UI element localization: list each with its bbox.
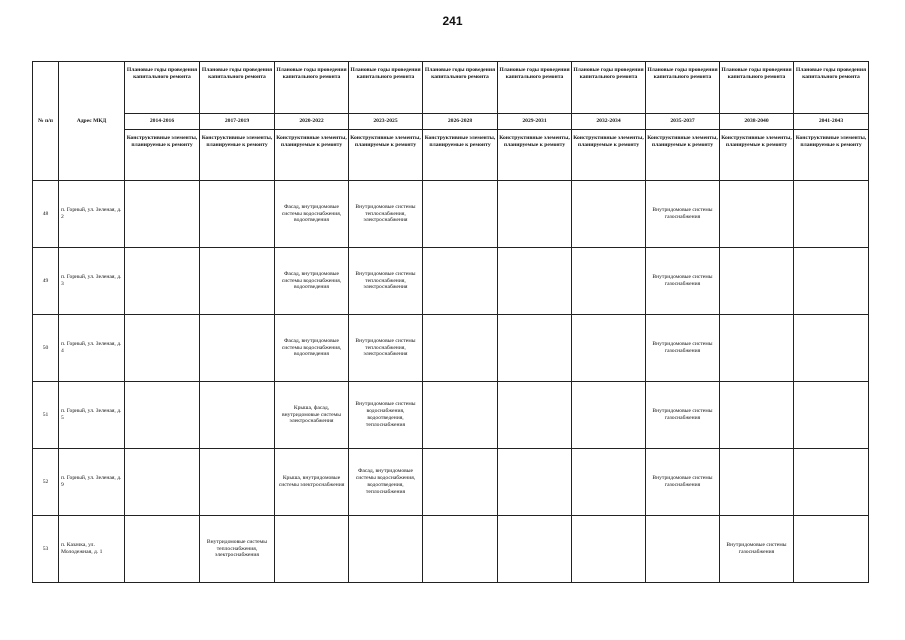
table-row (33, 382, 869, 449)
repair-cell (794, 449, 869, 516)
repair-cell (423, 181, 498, 248)
header-period-label: Плановые годы проведения капитального ремонта (498, 62, 572, 114)
repair-cell (423, 449, 498, 516)
repair-cell (498, 181, 572, 248)
header-year: 2020-2022 (275, 114, 349, 130)
header-row-period (33, 62, 869, 114)
table-row (33, 449, 869, 516)
repair-cell (720, 181, 794, 248)
repair-cell (498, 315, 572, 382)
repair-cell (572, 181, 646, 248)
row-address: п. Горный, ул. Зеленая, д. 4 (59, 315, 125, 382)
header-elements: Конструктивные элементы, планируемые к ремонту (572, 130, 646, 181)
repair-cell (125, 382, 200, 449)
header-year: 2017-2019 (200, 114, 275, 130)
repair-cell (646, 516, 720, 583)
header-period-label: Плановые годы проведения капитального ремонта (423, 62, 498, 114)
repair-cell: Внутридомовые системы газоснабжения (720, 516, 794, 583)
repair-cell: Внутридомовые системы газоснабжения (646, 315, 720, 382)
repair-cell (423, 315, 498, 382)
repair-cell (125, 248, 200, 315)
header-year: 2014-2016 (125, 114, 200, 130)
header-elements: Конструктивные элементы, планируемые к ремонту (349, 130, 423, 181)
header-elements: Конструктивные элементы, планируемые к ремонту (794, 130, 869, 181)
table-row (33, 516, 869, 583)
repair-cell (275, 516, 349, 583)
repair-cell (720, 315, 794, 382)
row-address: п. Горный, ул. Зеленая, д. 9 (59, 449, 125, 516)
header-elements: Конструктивные элементы, планируемые к ремонту (275, 130, 349, 181)
repair-cell (794, 382, 869, 449)
header-elements: Конструктивные элементы, планируемые к ремонту (720, 130, 794, 181)
row-address: п. Казачка, ул. Молодежная, д. 1 (59, 516, 125, 583)
row-number: 49 (33, 248, 59, 315)
repair-cell (794, 248, 869, 315)
header-year: 2026-2028 (423, 114, 498, 130)
row-number: 50 (33, 315, 59, 382)
header-year: 2023-2025 (349, 114, 423, 130)
repair-cell (498, 449, 572, 516)
repair-cell (200, 382, 275, 449)
repair-cell (720, 382, 794, 449)
header-period-label: Плановые годы проведения капитального ремонта (349, 62, 423, 114)
repair-cell (423, 382, 498, 449)
repair-cell (125, 516, 200, 583)
repair-cell: Внутридомовые системы теплоснабжения, электроснабжения (349, 181, 423, 248)
repair-cell: Внутридомовые системы газоснабжения (646, 248, 720, 315)
repair-cell (349, 516, 423, 583)
header-period-label: Плановые годы проведения капитального ремонта (794, 62, 869, 114)
header-row-elements (33, 130, 869, 181)
repair-cell (794, 181, 869, 248)
repair-cell (498, 516, 572, 583)
header-period-label: Плановые годы проведения капитального ремонта (200, 62, 275, 114)
repair-cell: Крыша, фасад, внутридомовые системы электроснабжения (275, 382, 349, 449)
header-elements: Конструктивные элементы, планируемые к ремонту (423, 130, 498, 181)
row-address: п. Горный, ул. Зеленая, д. 5 (59, 382, 125, 449)
table-row (33, 248, 869, 315)
header-period-label: Плановые годы проведения капитального ремонта (572, 62, 646, 114)
repair-cell (498, 248, 572, 315)
row-address: п. Горный, ул. Зеленая, д. 3 (59, 248, 125, 315)
repair-cell: Внутридомовые системы водоснабжения, водоотведения, теплоснабжения (349, 382, 423, 449)
repair-cell (125, 449, 200, 516)
repair-cell (200, 315, 275, 382)
repair-cell: Внутридомовые системы газоснабжения (646, 181, 720, 248)
repair-cell: Фасад, внутридомовые системы водоснабжения, водоотведения (275, 315, 349, 382)
repair-cell (572, 382, 646, 449)
repair-cell: Фасад, внутридомовые системы водоснабжения, водоотведения (275, 248, 349, 315)
repair-cell: Внутридомовые системы газоснабжения (646, 449, 720, 516)
repair-cell (794, 516, 869, 583)
repair-schedule-table (32, 61, 869, 583)
repair-cell (794, 315, 869, 382)
header-period-label: Плановые годы проведения капитального ремонта (720, 62, 794, 114)
repair-cell: Внутридомовые системы газоснабжения (646, 382, 720, 449)
header-period-label: Плановые годы проведения капитального ремонта (275, 62, 349, 114)
header-year: 2035-2037 (646, 114, 720, 130)
repair-cell (572, 248, 646, 315)
repair-cell: Крыша, внутридомовые системы электроснабжения (275, 449, 349, 516)
header-year: 2032-2034 (572, 114, 646, 130)
repair-cell: Внутридомовые системы теплоснабжения, электроснабжения (349, 315, 423, 382)
table-row (33, 181, 869, 248)
repair-cell (572, 315, 646, 382)
repair-cell (423, 248, 498, 315)
repair-cell (720, 449, 794, 516)
header-address: Адрес МКД (59, 62, 125, 181)
header-period-label: Плановые годы проведения капитального ремонта (646, 62, 720, 114)
header-elements: Конструктивные элементы, планируемые к ремонту (200, 130, 275, 181)
header-elements: Конструктивные элементы, планируемые к ремонту (498, 130, 572, 181)
row-number: 51 (33, 382, 59, 449)
header-num: № п/п (33, 62, 59, 181)
repair-cell (423, 516, 498, 583)
repair-cell: Фасад, внутридомовые системы водоснабжения, водоотведения, теплоснабжения (349, 449, 423, 516)
repair-cell (200, 181, 275, 248)
repair-cell: Внутридомовые системы теплоснабжения, электроснабжения (200, 516, 275, 583)
repair-cell (200, 449, 275, 516)
header-year: 2038-2040 (720, 114, 794, 130)
page-number: 241 (442, 14, 463, 28)
header-row-years (33, 114, 869, 130)
header-elements: Конструктивные элементы, планируемые к ремонту (125, 130, 200, 181)
repair-cell (125, 315, 200, 382)
repair-cell (200, 248, 275, 315)
row-number: 52 (33, 449, 59, 516)
header-year: 2041-2043 (794, 114, 869, 130)
repair-cell (572, 449, 646, 516)
repair-cell (498, 382, 572, 449)
repair-cell (720, 248, 794, 315)
header-year: 2029-2031 (498, 114, 572, 130)
repair-cell: Фасад, внутридомовые системы водоснабжения, водоотведения (275, 181, 349, 248)
repair-cell (125, 181, 200, 248)
table-row (33, 315, 869, 382)
header-elements: Конструктивные элементы, планируемые к ремонту (646, 130, 720, 181)
repair-cell: Внутридомовые системы теплоснабжения, электроснабжения (349, 248, 423, 315)
row-number: 53 (33, 516, 59, 583)
repair-cell (572, 516, 646, 583)
row-number: 48 (33, 181, 59, 248)
header-period-label: Плановые годы проведения капитального ремонта (125, 62, 200, 114)
row-address: п. Горный, ул. Зеленая, д. 2 (59, 181, 125, 248)
